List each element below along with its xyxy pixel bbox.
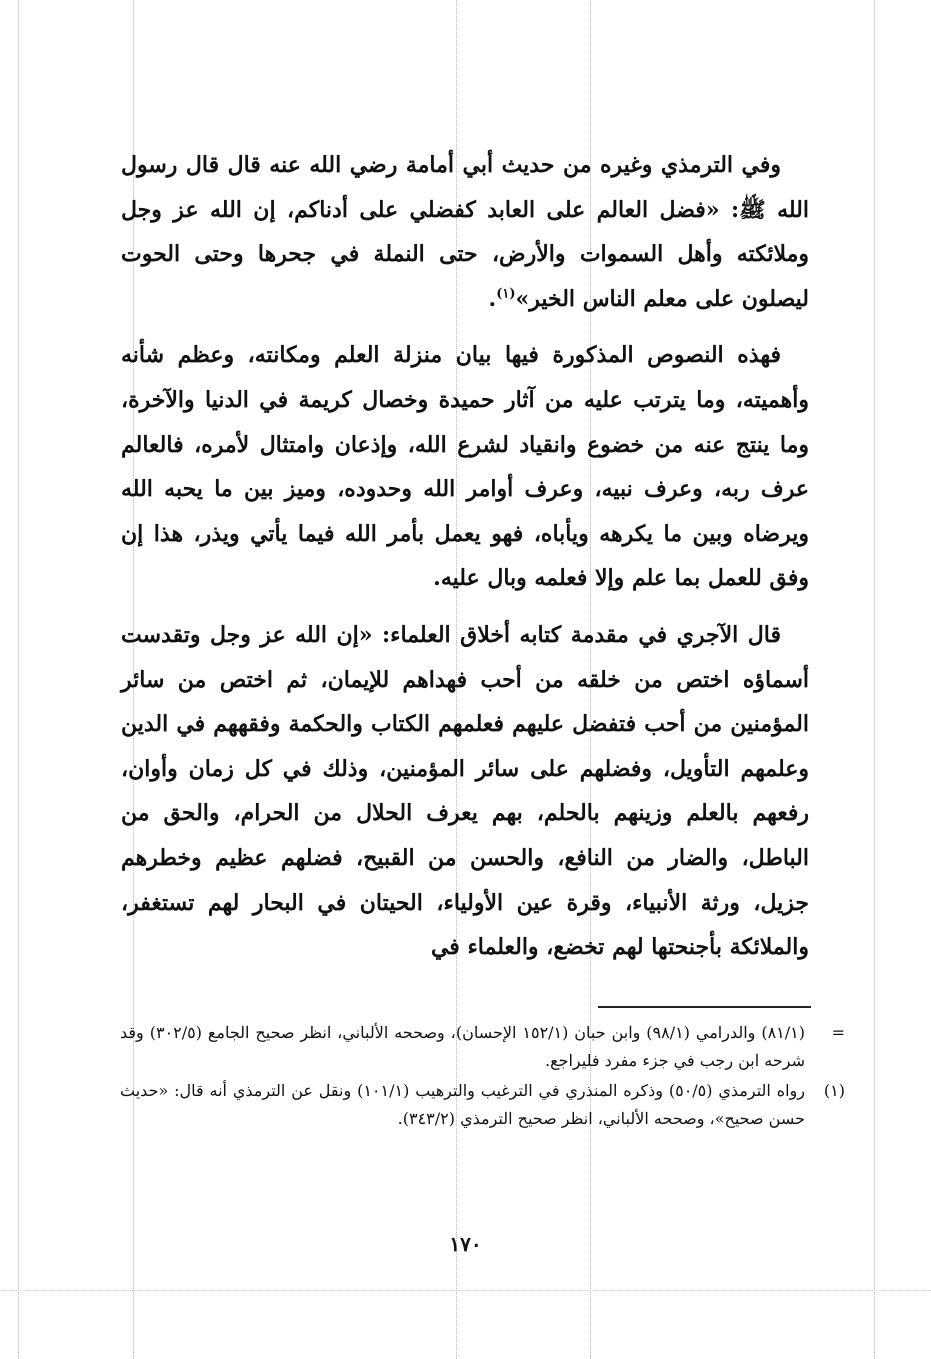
- footnote-marker: =: [831, 1023, 845, 1042]
- footnote-marker: (١): [823, 1081, 845, 1100]
- footnote-text: (٨١/١) والدرامي (٩٨/١) وابن حبان (١٥٢/١ الإحسان)، وصححه الألباني، انظر صحيح الجامع (٣٠٢/٥) وقد شرحه ابن رجب في جزء مفرد فليراجع.: [120, 1023, 805, 1070]
- footnote-item: [120, 1077, 845, 1133]
- main-text: [121, 143, 809, 970]
- paragraph-text: وفي الترمذي وغيره من حديث أبي أمامة رضي الله عنه قال قال رسول الله ﷺ: «فضل العالم على العابد كفضلي على أدناكم، إن الله عز وجل وملائكته وأهل السموات والأرض، حتى النملة في جحرها وحتى الحوت ليصلون على معلم الناس الخير»: [121, 152, 809, 312]
- paragraph: [121, 143, 809, 321]
- paragraph: قال الآجري في مقدمة كتابه أخلاق العلماء: «إن الله عز وجل وتقدست أسماؤه اختص من خلقه من أحب فهداهم للإيمان، ثم اختص من سائر المؤمنين من أحب فتفضل عليهم فعلمهم الكتاب والحكمة وفقههم في الدين وعلمهم التأويل، وفضلهم على سائر المؤمنين، وذلك في كل زمان وأوان، رفعهم بالعلم وزينهم بالحلم، بهم يعرف الحلال من الحرام، والحق من الباطل، والضار من النافع، والحسن من القبيح، فضلهم عظيم وخطرهم جزيل، ورثة الأنبياء، وقرة عين الأولياء، الحيتان في البحار لهم تستغفر، والملائكة بأجنحتها لهم تخضع، والعلماء في: [121, 621, 809, 961]
- footnote-item: [120, 1019, 845, 1075]
- footnotes: [120, 1019, 845, 1135]
- scan-guide-line: [0, 1290, 931, 1291]
- scan-guide-line: [874, 0, 875, 1359]
- paragraph: فهذه النصوص المذكورة فيها بيان منزلة العلم ومكانته، وعظم شأنه وأهميته، وما يترتب عليه من آثار حميدة وخصال كريمة في الدنيا والآخرة، وما ينتج عنه من خضوع وانقياد لشرع الله، وإذعان وامتثال لأمره، فالعالم عرف ربه، وعرف نبيه، وعرف أوامر الله وحدوده، وميز بين ما يحبه الله ويرضاه وبين ما يكرهه ويأباه، فهو يعمل بأمر الله فيما يأتي ويذر، هذا إن وفق للعمل بما علم وإلا فعلمه وبال عليه.: [121, 342, 809, 592]
- paragraph-end: .: [488, 285, 497, 312]
- scan-guide-line: [18, 0, 19, 1359]
- footnote-reference: (١): [496, 286, 516, 302]
- footnote-separator: [598, 1006, 811, 1008]
- page-number: ١٧٠: [449, 1232, 482, 1256]
- footnote-text: رواه الترمذي (٥٠/٥) وذكره المنذري في الترغيب والترهيب (١٠١/١) ونقل عن الترمذي أنه قال: «حديث حسن صحيح»، وصححه الألباني، انظر صحيح الترمذي (٣٤٣/٢).: [120, 1081, 806, 1128]
